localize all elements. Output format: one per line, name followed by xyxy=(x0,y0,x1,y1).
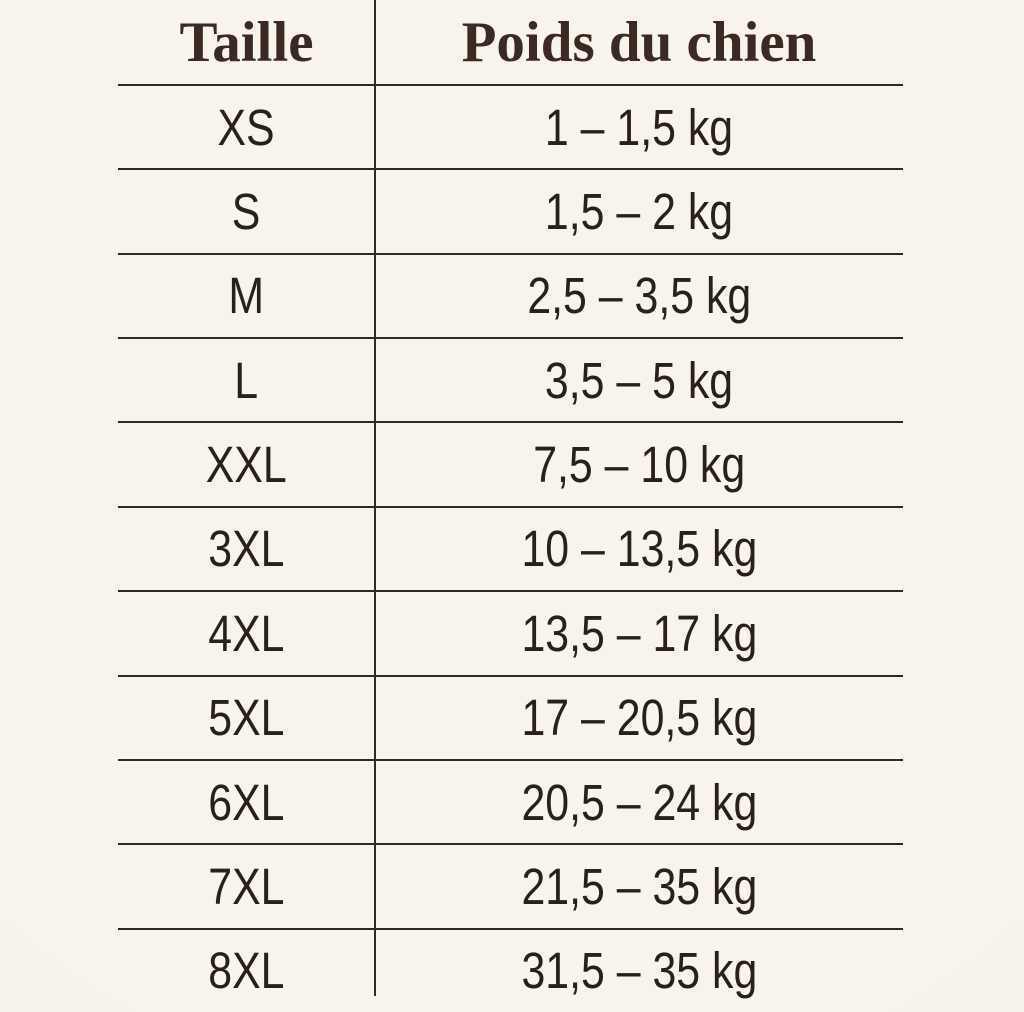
table-row xyxy=(118,255,903,339)
size-value: XXL xyxy=(206,436,287,494)
size-value: 6XL xyxy=(208,773,285,831)
size-cell xyxy=(118,845,375,927)
table-row xyxy=(118,170,903,254)
table-row xyxy=(118,423,903,507)
size-value: S xyxy=(232,183,261,241)
size-cell xyxy=(118,592,375,674)
col-header-weight xyxy=(375,0,903,84)
weight-value: 1 – 1,5 kg xyxy=(544,98,734,156)
weight-value: 20,5 – 24 kg xyxy=(521,773,757,831)
weight-value: 2,5 – 3,5 kg xyxy=(527,267,751,325)
size-value: 5XL xyxy=(208,689,285,747)
weight-value: 3,5 – 5 kg xyxy=(544,351,734,409)
col-header-size-label: Taille xyxy=(179,10,314,74)
size-cell xyxy=(118,930,375,1012)
table-row xyxy=(118,677,903,761)
weight-value: 17 – 20,5 kg xyxy=(521,689,757,747)
table-row xyxy=(118,339,903,423)
table-row xyxy=(118,930,903,1012)
table-row xyxy=(118,845,903,929)
weight-cell xyxy=(375,845,903,927)
size-cell xyxy=(118,170,375,252)
weight-value: 7,5 – 10 kg xyxy=(533,436,745,494)
size-value: XS xyxy=(217,98,276,156)
weight-value: 1,5 – 2 kg xyxy=(544,183,734,241)
weight-value: 31,5 – 35 kg xyxy=(521,942,757,1000)
table-row xyxy=(118,592,903,676)
weight-cell xyxy=(375,592,903,674)
size-cell xyxy=(118,761,375,843)
dog-size-chart-table xyxy=(118,0,903,1012)
size-value: 4XL xyxy=(208,604,285,662)
size-cell xyxy=(118,339,375,421)
size-cell xyxy=(118,677,375,759)
weight-value: 21,5 – 35 kg xyxy=(521,857,757,915)
col-header-weight-label: Poids du chien xyxy=(461,10,817,74)
size-cell xyxy=(118,423,375,505)
table-header-row xyxy=(118,0,903,86)
size-cell xyxy=(118,255,375,337)
size-value: M xyxy=(228,267,265,325)
size-value: 8XL xyxy=(208,942,285,1000)
weight-cell xyxy=(375,255,903,337)
table-row xyxy=(118,508,903,592)
weight-cell xyxy=(375,86,903,168)
size-cell xyxy=(118,86,375,168)
weight-value: 10 – 13,5 kg xyxy=(521,520,757,578)
table-row xyxy=(118,761,903,845)
weight-cell xyxy=(375,170,903,252)
size-cell xyxy=(118,508,375,590)
col-header-size xyxy=(118,0,375,84)
weight-cell xyxy=(375,761,903,843)
weight-cell xyxy=(375,339,903,421)
table-row xyxy=(118,86,903,170)
size-value: 3XL xyxy=(208,520,285,578)
weight-value: 13,5 – 17 kg xyxy=(521,604,757,662)
weight-cell xyxy=(375,930,903,1012)
weight-cell xyxy=(375,677,903,759)
size-value: L xyxy=(234,351,259,409)
size-value: 7XL xyxy=(208,857,285,915)
weight-cell xyxy=(375,423,903,505)
weight-cell xyxy=(375,508,903,590)
